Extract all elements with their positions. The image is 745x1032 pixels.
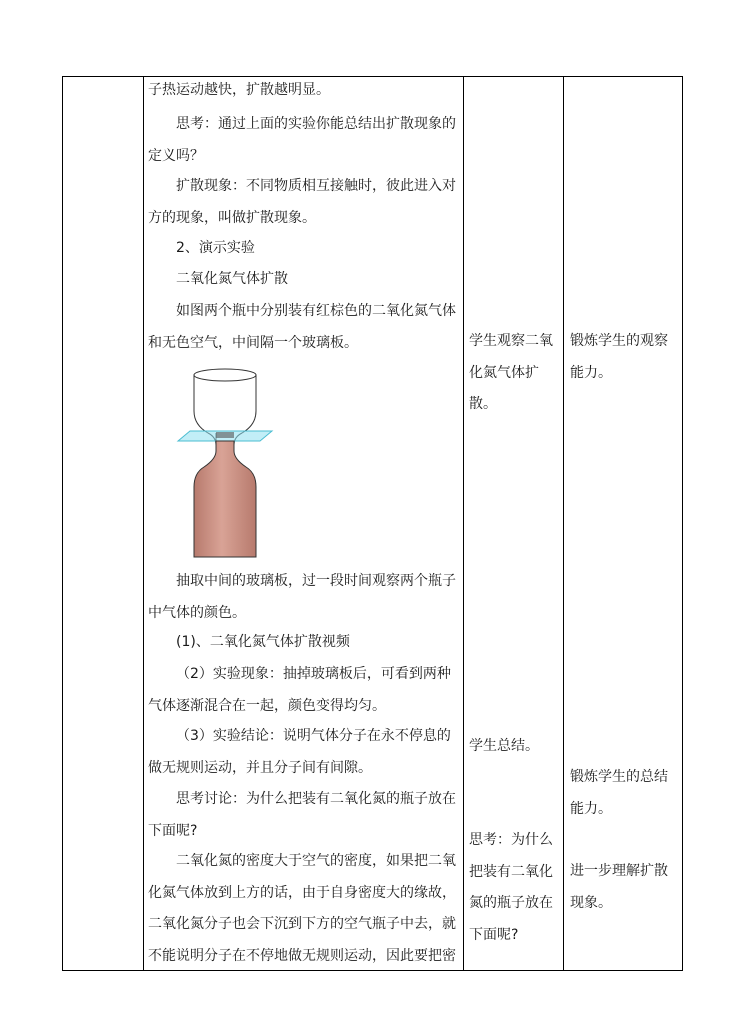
- gas-diffusion-bottles-figure: [176, 363, 276, 563]
- paragraph-diffusion-definition: 扩散现象：不同物质相互接触时，彼此进入对方的现象，叫做扩散现象。: [148, 178, 456, 226]
- table-divider-2: [463, 76, 464, 971]
- paragraph-demo-heading: 2、演示实验: [176, 240, 255, 256]
- table-divider-1: [143, 76, 144, 971]
- paragraph-think-question: 思考：通过上面的实验你能总结出扩散现象的定义吗？: [148, 116, 456, 164]
- intent-understanding-text: 进一步理解扩散现象。: [570, 863, 668, 911]
- student-summary-text: 学生总结。: [469, 738, 539, 754]
- paragraph-video: (1)、二氧化氮气体扩散视频: [176, 634, 350, 650]
- intent-observation-text: 锻炼学生的观察能力。: [570, 333, 668, 381]
- paragraph-density-explanation: 二氧化氮的密度大于空气的密度，如果把二氧化氮气体放到上方的话，由于自身密度大的缘故，二氧化氮分子也会下沉到下方的空气瓶子中去，就不能说明分子在不停地做无规则运动，因此要把密: [148, 853, 456, 964]
- paragraph-remove-plate: 抽取中间的玻璃板，过一段时间观察两个瓶子中气体的颜色。: [148, 573, 456, 621]
- paragraph-discussion-question: 思考讨论：为什么把装有二氧化氮的瓶子放在下面呢?: [148, 791, 456, 839]
- paragraph-experiment-title: 二氧化氮气体扩散: [176, 271, 288, 287]
- table-border-right: [682, 76, 683, 971]
- paragraph-setup-description: 如图两个瓶中分别装有红棕色的二氧化氮气体和无色空气，中间隔一个玻璃板。: [148, 303, 456, 351]
- table-border-left: [62, 76, 63, 971]
- bottom-bottle-no2: [194, 441, 256, 557]
- student-observe-text: 学生观察二氧化氮气体扩散。: [469, 333, 553, 412]
- paragraph-continuation: 子热运动越快，扩散越明显。: [148, 82, 330, 98]
- paragraph-phenomenon: （2）实验现象：抽掉玻璃板后，可看到两种气体逐渐混合在一起，颜色变得均匀。: [148, 666, 451, 714]
- student-think-text: 思考：为什么把装有二氧化氮的瓶子放在下面呢?: [469, 832, 553, 943]
- paragraph-conclusion: （3）实验结论：说明气体分子在永不停息的做无规则运动，并且分子间有间隙。: [148, 728, 451, 776]
- intent-summary-text: 锻炼学生的总结能力。: [570, 769, 668, 817]
- table-divider-3: [563, 76, 564, 971]
